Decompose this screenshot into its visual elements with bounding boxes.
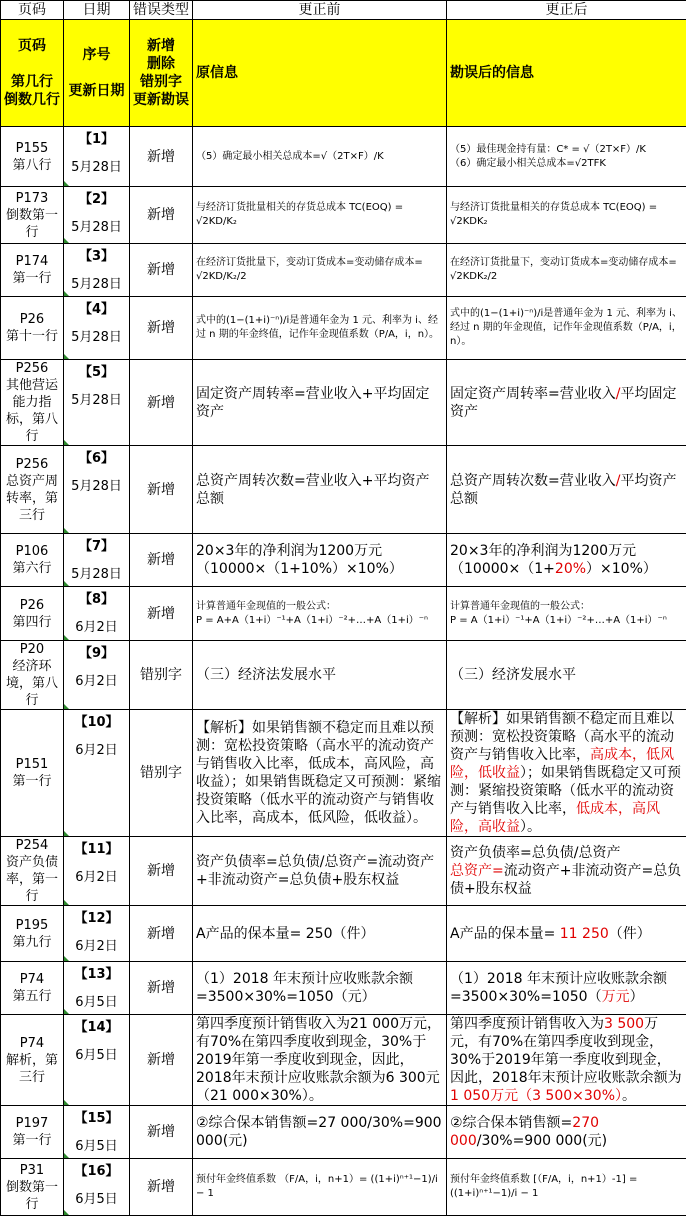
page-cell: P20 经济环境，第八行 bbox=[1, 641, 64, 710]
after-text: 总资产周转次数=营业收入 bbox=[450, 472, 616, 489]
table-row bbox=[1, 710, 686, 837]
before-cell: 与经济订货批量相关的存货总成本 TC(EOQ) = √2KD/K₂ bbox=[193, 187, 447, 244]
after-text: 。 bbox=[622, 1088, 637, 1104]
header-page: 页码 bbox=[1, 1, 64, 20]
after-correction: 3 500 bbox=[604, 1016, 645, 1032]
after-cell bbox=[447, 837, 686, 906]
cell-comment-marker bbox=[64, 1100, 69, 1105]
after-text: （件） bbox=[608, 925, 651, 942]
subheader-row bbox=[1, 20, 686, 127]
type-cell: 新增 bbox=[130, 837, 193, 906]
after-cell bbox=[447, 1106, 686, 1159]
after-cell bbox=[447, 446, 686, 534]
update-date: 6月5日 bbox=[75, 995, 118, 1010]
page-cell: P195 第九行 bbox=[1, 906, 64, 962]
before-cell: ②综合保本销售额=27 000/30%=900 000(元) bbox=[193, 1106, 447, 1159]
header-before: 更正前 bbox=[193, 1, 447, 20]
page-cell: P26 第四行 bbox=[1, 587, 64, 641]
after-cell bbox=[447, 1015, 686, 1106]
page-cell: P256 其他营运能力指标，第八行 bbox=[1, 360, 64, 446]
seq-cell bbox=[64, 587, 130, 641]
before-cell: 资产负债率=总负债/总资产=流动资产+非流动资产=总负债+股东权益 bbox=[193, 837, 447, 906]
before-cell: 总资产周转次数=营业收入+平均资产总额 bbox=[193, 446, 447, 534]
table-row bbox=[1, 1106, 686, 1159]
subheader-after: 勘误后的信息 bbox=[447, 20, 686, 127]
page-cell: P197 第一行 bbox=[1, 1106, 64, 1159]
before-cell: （三）经济法发展水平 bbox=[193, 641, 447, 710]
seq-cell bbox=[64, 837, 130, 906]
after-cell bbox=[447, 962, 686, 1015]
subheader-date: 序号 更新日期 bbox=[64, 20, 130, 127]
table-row bbox=[1, 534, 686, 587]
seq-number: 【11】 bbox=[74, 842, 119, 857]
cell-comment-marker bbox=[64, 291, 69, 296]
seq-cell bbox=[64, 641, 130, 710]
after-cell: （三）经济发展水平 bbox=[447, 641, 686, 710]
page-cell: P106 第六行 bbox=[1, 534, 64, 587]
seq-number: 【13】 bbox=[74, 967, 119, 982]
table-row bbox=[1, 297, 686, 360]
after-text: ）×10%） bbox=[586, 561, 657, 577]
seq-number: 【2】 bbox=[78, 192, 115, 207]
seq-cell bbox=[64, 1015, 130, 1106]
after-cell: 预付年金终值系数 [（F/A，i，n+1）-1] = ((1+i)ⁿ⁺¹−1)/i − 1 bbox=[447, 1159, 686, 1216]
page-cell: P254 资产负债率，第一行 bbox=[1, 837, 64, 906]
table-row bbox=[1, 127, 686, 187]
cell-comment-marker bbox=[64, 581, 69, 586]
subheader-page: 页码 第几行 倒数几行 bbox=[1, 20, 64, 127]
table-row bbox=[1, 906, 686, 962]
update-date: 6月5日 bbox=[75, 1048, 118, 1063]
before-cell: 式中的(1−(1+i)⁻ⁿ)/i是普通年金为 1 元、利率为 i、经过 n 期的年金终值，记作年金现值系数（P/A，i，n）。 bbox=[193, 297, 447, 360]
after-correction: 万元 bbox=[601, 989, 630, 1005]
table-row bbox=[1, 1159, 686, 1216]
update-date: 6月2日 bbox=[75, 620, 118, 635]
type-cell: 新增 bbox=[130, 1159, 193, 1216]
seq-cell bbox=[64, 710, 130, 837]
update-date: 5月28日 bbox=[71, 330, 122, 345]
seq-number: 【3】 bbox=[78, 249, 115, 264]
after-text: 固定资产周转率=营业收入 bbox=[450, 385, 616, 402]
type-cell: 错别字 bbox=[130, 710, 193, 837]
after-cell bbox=[447, 906, 686, 962]
before-cell: 固定资产周转率=营业收入+平均固定资产 bbox=[193, 360, 447, 446]
type-cell: 新增 bbox=[130, 1015, 193, 1106]
seq-number: 【16】 bbox=[74, 1164, 119, 1179]
page-cell: P26 第十一行 bbox=[1, 297, 64, 360]
cell-comment-marker bbox=[64, 956, 69, 961]
after-correction: / bbox=[615, 472, 621, 489]
update-date: 6月5日 bbox=[75, 1139, 118, 1154]
cell-comment-marker bbox=[64, 704, 69, 709]
after-cell: 与经济订货批量相关的存货总成本 TC(EOQ) = √2KDK₂ bbox=[447, 187, 686, 244]
table-row bbox=[1, 244, 686, 297]
seq-number: 【14】 bbox=[74, 1020, 119, 1035]
type-cell: 新增 bbox=[130, 127, 193, 187]
seq-cell bbox=[64, 244, 130, 297]
after-correction: 1 050万元（3 500×30%） bbox=[450, 1088, 623, 1104]
seq-cell bbox=[64, 962, 130, 1015]
after-correction: 270 000 bbox=[450, 1115, 600, 1149]
seq-number: 【9】 bbox=[78, 646, 115, 661]
seq-number: 【15】 bbox=[74, 1111, 119, 1126]
after-correction: 总资产= bbox=[450, 863, 504, 879]
page-cell: P256 总资产周转率，第三行 bbox=[1, 446, 64, 534]
after-text: 【解析】如果销售额不稳定而且难以预测：宽松投资策略（高水平的流动资产与销售收入比率， bbox=[450, 711, 674, 763]
cell-comment-marker bbox=[64, 440, 69, 445]
after-text: ②综合保本销售额= bbox=[450, 1115, 573, 1131]
type-cell: 新增 bbox=[130, 906, 193, 962]
after-cell: 在经济订货批量下，变动订货成本=变动储存成本= √2KDK₂/2 bbox=[447, 244, 686, 297]
page-cell: P155 第八行 bbox=[1, 127, 64, 187]
type-cell: 新增 bbox=[130, 360, 193, 446]
before-cell: （5）确定最小相关总成本=√（2T×F）/K bbox=[193, 127, 447, 187]
after-text: ） bbox=[629, 989, 644, 1005]
header-type: 错误类型 bbox=[130, 1, 193, 20]
seq-cell bbox=[64, 446, 130, 534]
type-cell: 错别字 bbox=[130, 641, 193, 710]
cell-comment-marker bbox=[64, 1009, 69, 1014]
after-text: /30%=900 000(元) bbox=[476, 1133, 608, 1149]
table-row bbox=[1, 187, 686, 244]
update-date: 5月28日 bbox=[71, 277, 122, 292]
before-cell: 【解析】如果销售额不稳定而且难以预测：宽松投资策略（高水平的流动资产与销售收入比率，低成本，高风险，高收益）；如果销售既稳定又可预测：紧缩投资策略（低水平的流动资产与销售收入比率，高成本，低风险，低收益）。 bbox=[193, 710, 447, 837]
update-date: 6月2日 bbox=[75, 743, 118, 758]
after-text: ）。 bbox=[520, 819, 541, 835]
type-cell: 新增 bbox=[130, 244, 193, 297]
after-text: （1）2018 年末预计应收账款余额=3500×30%=1050（ bbox=[450, 971, 667, 1005]
seq-number: 【1】 bbox=[78, 132, 115, 147]
update-date: 6月2日 bbox=[75, 870, 118, 885]
after-text: 平均固定资产 bbox=[450, 385, 677, 420]
after-text: 万元，有70%在第四季度收到现金，30%于2019年第一季度收到现金，因此，2018年末预计应收账款余额为 bbox=[450, 1016, 682, 1086]
seq-cell bbox=[64, 534, 130, 587]
after-cell: 式中的(1−(1+i)⁻ⁿ)/i是普通年金为 1 元、利率为 i、经过 n 期的年金现值，记作年金现值系数（P/A，i，n）。 bbox=[447, 297, 686, 360]
update-date: 5月28日 bbox=[71, 160, 122, 175]
before-cell: 第四季度预计销售收入为21 000万元，有70%在第四季度收到现金，30%于2019年第一季度收到现金，因此，2018年末预计应收账款余额为6 300元（21 000×30%）。 bbox=[193, 1015, 447, 1106]
type-cell: 新增 bbox=[130, 187, 193, 244]
table-row bbox=[1, 1015, 686, 1106]
type-cell: 新增 bbox=[130, 587, 193, 641]
type-cell: 新增 bbox=[130, 1106, 193, 1159]
seq-number: 【4】 bbox=[78, 302, 115, 317]
table-row bbox=[1, 587, 686, 641]
page-cell: P74 解析，第三行 bbox=[1, 1015, 64, 1106]
page-cell: P174 第一行 bbox=[1, 244, 64, 297]
after-correction: 20% bbox=[554, 561, 587, 577]
after-text: 第四季度预计销售收入为 bbox=[450, 1016, 604, 1032]
cell-comment-marker bbox=[64, 1153, 69, 1158]
update-date: 5月28日 bbox=[71, 220, 122, 235]
seq-cell bbox=[64, 187, 130, 244]
cell-comment-marker bbox=[64, 181, 69, 186]
page-cell: P173 倒数第一行 bbox=[1, 187, 64, 244]
before-cell: A产品的保本量= 250（件） bbox=[193, 906, 447, 962]
before-cell: 在经济订货批量下，变动订货成本=变动储存成本= √2KD/K₂/2 bbox=[193, 244, 447, 297]
type-cell: 新增 bbox=[130, 534, 193, 587]
seq-number: 【8】 bbox=[78, 592, 115, 607]
type-cell: 新增 bbox=[130, 297, 193, 360]
update-date: 6月2日 bbox=[75, 939, 118, 954]
before-cell: （1）2018 年末预计应收账款余额=3500×30%=1050（元） bbox=[193, 962, 447, 1015]
after-cell: （5）最佳现金持有量：C* = √（2T×F）/K （6）确定最小相关总成本=√2TFK bbox=[447, 127, 686, 187]
table-row bbox=[1, 837, 686, 906]
after-correction: 高成本，低风险，低收益 bbox=[450, 747, 674, 781]
after-cell bbox=[447, 534, 686, 587]
seq-number: 【6】 bbox=[78, 451, 115, 466]
table-row bbox=[1, 641, 686, 710]
seq-cell bbox=[64, 127, 130, 187]
after-correction: 11 250 bbox=[559, 925, 609, 942]
update-date: 5月28日 bbox=[71, 567, 122, 582]
seq-number: 【5】 bbox=[78, 365, 115, 380]
after-text: 平均资产总额 bbox=[450, 472, 677, 507]
after-text: ）；如果销售既稳定又可预测：紧缩投资策略（低水平的流动资产与销售收入比率， bbox=[450, 765, 681, 817]
seq-number: 【7】 bbox=[78, 539, 115, 554]
seq-cell bbox=[64, 1159, 130, 1216]
before-cell: 计算普通年金现值的一般公式： P = A+A（1+i）⁻¹+A（1+i）⁻²+…+A（1+i）⁻ⁿ bbox=[193, 587, 447, 641]
page-cell: P31 倒数第一行 bbox=[1, 1159, 64, 1216]
seq-cell bbox=[64, 360, 130, 446]
after-text: 资产负债率=总负债/总资产 bbox=[450, 845, 621, 861]
after-correction: / bbox=[615, 385, 621, 402]
cell-comment-marker bbox=[64, 831, 69, 836]
seq-cell bbox=[64, 1106, 130, 1159]
seq-cell bbox=[64, 297, 130, 360]
before-cell: 20×3年的净利润为1200万元（10000×（1+10%）×10%） bbox=[193, 534, 447, 587]
table-row bbox=[1, 360, 686, 446]
table-row bbox=[1, 962, 686, 1015]
cell-comment-marker bbox=[64, 528, 69, 533]
subheader-before: 原信息 bbox=[193, 20, 447, 127]
type-cell: 新增 bbox=[130, 962, 193, 1015]
after-cell bbox=[447, 710, 686, 837]
update-date: 6月2日 bbox=[75, 674, 118, 689]
page-cell: P74 第五行 bbox=[1, 962, 64, 1015]
header-after: 更正后 bbox=[447, 1, 686, 20]
after-text: 流动资产+非流动资产=总负债+股东权益 bbox=[450, 863, 682, 897]
after-correction: 低成本，高风险，高收益 bbox=[450, 801, 660, 835]
table-row bbox=[1, 446, 686, 534]
seq-cell bbox=[64, 906, 130, 962]
cell-comment-marker bbox=[64, 238, 69, 243]
update-date: 5月28日 bbox=[71, 479, 122, 494]
before-cell: 预付年金终值系数 （F/A，i，n+1）= ((1+i)ⁿ⁺¹−1)/i − 1 bbox=[193, 1159, 447, 1216]
header-row bbox=[1, 1, 686, 20]
update-date: 6月5日 bbox=[75, 1192, 118, 1207]
seq-number: 【10】 bbox=[74, 715, 119, 730]
after-text: 20×3年的净利润为1200万元（10000×（1+ bbox=[450, 543, 637, 577]
update-date: 5月28日 bbox=[71, 393, 122, 408]
cell-comment-marker bbox=[64, 900, 69, 905]
seq-number: 【12】 bbox=[74, 911, 119, 926]
after-text: A产品的保本量= bbox=[450, 925, 560, 942]
subheader-type: 新增 删除 错别字 更新勘误 bbox=[130, 20, 193, 127]
after-cell bbox=[447, 360, 686, 446]
cell-comment-marker bbox=[64, 635, 69, 640]
page-cell: P151 第一行 bbox=[1, 710, 64, 837]
after-cell: 计算普通年金现值的一般公式： P = A（1+i）⁻¹+A（1+i）⁻²+…+A（1+i）⁻ⁿ bbox=[447, 587, 686, 641]
errata-rows bbox=[1, 127, 686, 1216]
type-cell: 新增 bbox=[130, 446, 193, 534]
cell-comment-marker bbox=[64, 354, 69, 359]
header-date: 日期 bbox=[64, 1, 130, 20]
cell-comment-marker bbox=[64, 1210, 69, 1215]
